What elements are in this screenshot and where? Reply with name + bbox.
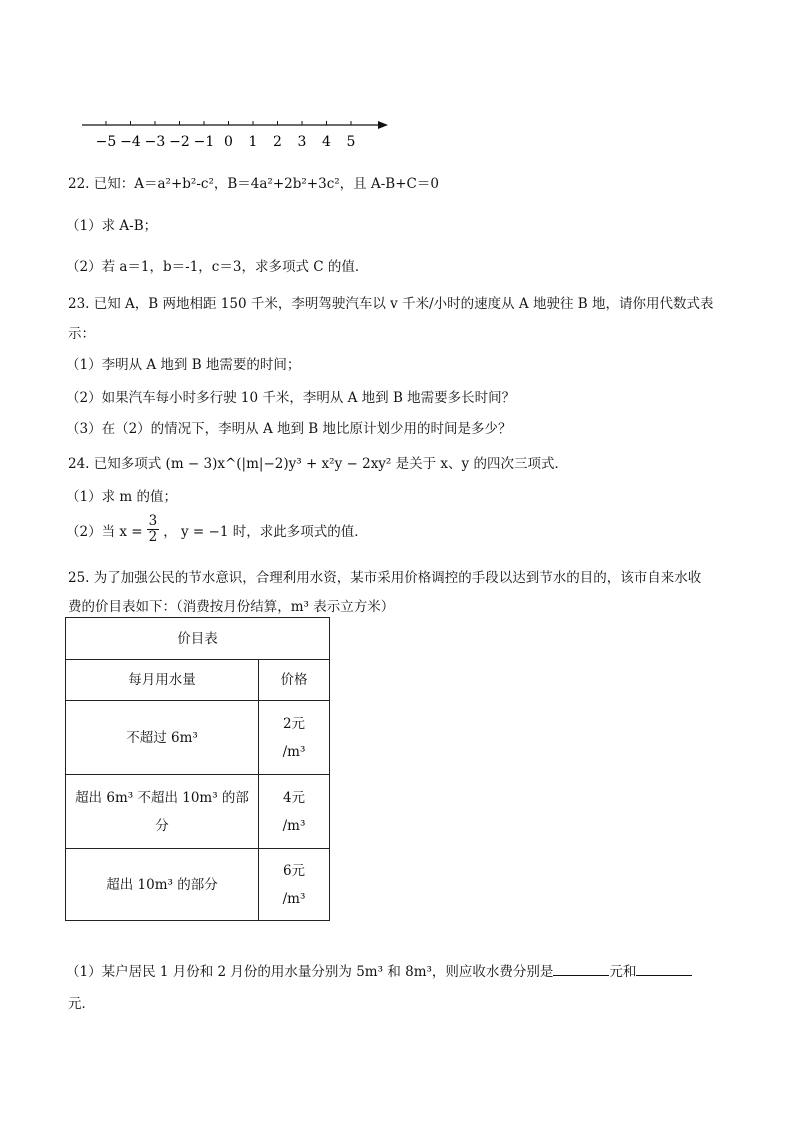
q24-part1: （1）求 m 的值； <box>66 489 177 505</box>
usage-line: 分 <box>155 817 169 834</box>
q24-part2-text-end: ， y = −1 时，求此多项式的值． <box>163 523 368 540</box>
q23-part2: （2）如果汽车每小时多行驶 10 千米，李明从 A 地到 B 地需要多长时间？ <box>66 390 516 406</box>
table-row <box>66 775 330 849</box>
usage-cell: 超出 10m³ 的部分 <box>66 849 259 921</box>
tick-label: 1 <box>248 134 258 150</box>
tick-label: −2 <box>169 134 190 150</box>
q22-stem: 22. 已知：A＝a²+b²-c²，B＝4a²+2b²+3c²，且 A-B+C＝0 <box>68 176 439 192</box>
q23-part1: （1）李明从 A 地到 B 地需要的时间； <box>66 357 301 373</box>
q25-part1-end: 元． <box>68 996 95 1012</box>
price-unit: /m³ <box>282 743 306 760</box>
tick-label: −4 <box>120 134 141 150</box>
q23-part3: （3）在（2）的情况下，李明从 A 地到 B 地比原计划少用的时间是多少？ <box>66 421 512 437</box>
table-title: 价目表 <box>66 618 330 660</box>
q23-stem-cont: 示： <box>68 326 95 342</box>
q24-part2-text: （2）当 x = <box>66 523 143 540</box>
answer-blank-2[interactable] <box>636 963 692 976</box>
q25-part1-text-mid: 元和 <box>609 964 637 980</box>
header-usage: 每月用水量 <box>66 660 259 701</box>
number-line <box>80 115 400 155</box>
usage-line: 超出 6m³ 不超出 10m³ 的部 <box>75 789 249 806</box>
q24-stem: 24. 已知多项式 (m − 3)x^(|m|−2)y³ + x²y − 2xy² 是关于 x、y 的四次三项式． <box>68 456 568 472</box>
price-table <box>65 617 330 921</box>
fraction-denominator: 2 <box>148 529 158 545</box>
tick-label: −5 <box>95 134 117 150</box>
q22-part1: （1）求 A-B； <box>66 218 158 234</box>
usage-cell: 不超过 6m³ <box>66 701 259 775</box>
tick-label: 4 <box>322 134 331 150</box>
price-unit: /m³ <box>282 817 306 834</box>
table-row <box>66 701 330 775</box>
tick-label: 2 <box>273 134 282 150</box>
q24-part2 <box>66 514 368 545</box>
header-price: 价格 <box>259 660 330 701</box>
q23-stem: 23. 已知 A，B 两地相距 150 千米，李明驾驶汽车以 v 千米/小时的速度从 A 地驶往 B 地，请你用代数式表 <box>68 296 714 312</box>
tick-label: 5 <box>346 134 356 150</box>
table-row <box>66 849 330 921</box>
price-cell <box>259 701 330 775</box>
price-cell <box>259 849 330 921</box>
fraction-numerator: 3 <box>148 513 158 529</box>
tick-label: −3 <box>144 134 166 150</box>
q22-part2: （2）若 a＝1，b＝-1，c＝3，求多项式 C 的值． <box>66 259 369 275</box>
q25-stem: 25. 为了加强公民的节水意识，合理利用水资，某市采用价格调控的手段以达到节水的目的，该市自来水收 <box>68 570 702 586</box>
tick-label: 3 <box>297 134 307 150</box>
q25-part1 <box>66 960 692 980</box>
tick-label: 0 <box>224 134 233 150</box>
usage-cell <box>66 775 259 849</box>
q25-stem-cont: 费的价目表如下：（消费按月份结算，m³ 表示立方米） <box>68 599 395 615</box>
q25-part1-text: （1）某户居民 1 月份和 2 月份的用水量分别为 5m³ 和 8m³，则应收水费分别是 <box>66 964 554 980</box>
fraction <box>147 514 160 545</box>
price-value: 4元 <box>282 789 306 806</box>
price-unit: /m³ <box>282 890 306 907</box>
price-value: 2元 <box>282 715 306 732</box>
answer-blank-1[interactable] <box>553 963 609 976</box>
price-cell <box>259 775 330 849</box>
price-value: 6元 <box>282 862 306 879</box>
tick-label: −1 <box>193 134 215 150</box>
